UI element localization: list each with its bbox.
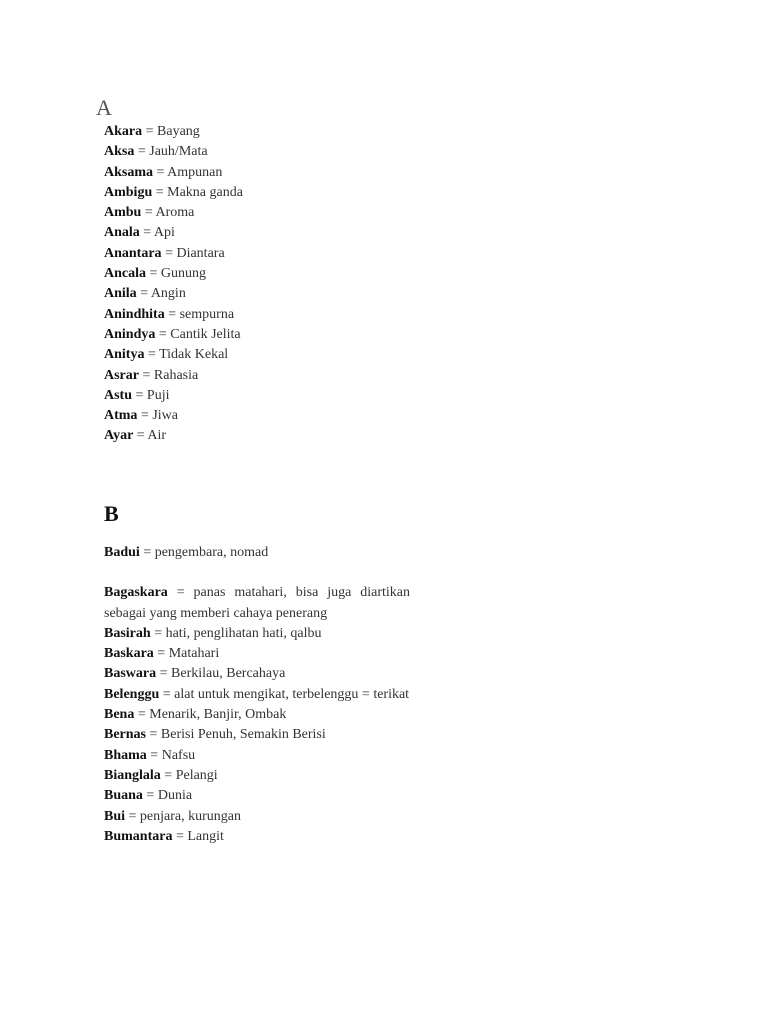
entry-term: Akara (104, 124, 143, 139)
entry-term: Anila (104, 286, 137, 302)
entry-separator: = (172, 828, 188, 844)
entry-separator: = (150, 625, 166, 641)
entry-anitya (104, 345, 410, 365)
entry-definition: Tidak Kekal (159, 347, 229, 363)
entry-definition: Menarik, Banjir, Ombak (149, 707, 287, 723)
entry-bernas (104, 725, 410, 745)
entry-badui (104, 543, 410, 563)
entry-definition: Cantik Jelita (170, 326, 241, 342)
entry-bhama (104, 746, 410, 766)
entry-term: Ancala (104, 266, 146, 282)
entry-definition: sempurna (179, 306, 235, 322)
entry-definition: Aroma (155, 205, 195, 221)
entry-term: Bianglala (104, 767, 161, 783)
entry-separator: = (137, 408, 153, 424)
entry-separator: = (146, 266, 161, 282)
entry-term: Anindya (104, 326, 156, 342)
entry-separator: = (142, 124, 158, 139)
entry-separator: = (132, 387, 147, 403)
entry-definition: Ampunan (167, 164, 223, 180)
entry-separator: = (146, 747, 162, 763)
entry-baswara (104, 664, 410, 684)
entry-aksa (104, 142, 410, 162)
entry-term: Basirah (104, 625, 151, 641)
entry-definition: Makna ganda (167, 184, 243, 200)
entry-definition: Puji (146, 387, 170, 403)
entry-bianglala (104, 766, 410, 786)
entry-term: Atma (104, 408, 138, 424)
entry-definition: Gunung (160, 266, 207, 282)
entry-separator: = (133, 428, 148, 444)
entry-bumantara (104, 827, 410, 847)
entry-aksama (104, 163, 410, 183)
entry-basirah (104, 624, 410, 644)
entry-definition: Api (153, 225, 175, 241)
entry-separator: = (125, 808, 140, 824)
entry-anindya (104, 325, 410, 345)
entry-astu (104, 386, 410, 406)
entry-definition: Jauh/Mata (149, 144, 208, 160)
entry-separator: = (139, 545, 155, 560)
entry-definition: panas matahari, bisa juga diartikan sebagai yang memberi cahaya penerang (104, 585, 410, 621)
entry-anantara (104, 244, 410, 264)
entry-term: Belenggu (104, 686, 160, 702)
entry-term: Asrar (104, 367, 139, 383)
entry-definition: Matahari (168, 646, 220, 662)
entry-separator: = (155, 326, 171, 342)
entry-separator: = (139, 367, 154, 383)
entry-separator: = (144, 347, 160, 363)
entry-separator: = (156, 666, 172, 682)
entry-term: Aksa (104, 144, 135, 160)
section-heading-a: A (96, 95, 112, 120)
entry-separator: = (139, 225, 154, 241)
entry-definition: penjara, kurungan (139, 808, 241, 824)
entry-separator: = (160, 767, 176, 783)
entry-list-b (104, 543, 410, 847)
entry-term: Baskara (104, 646, 154, 662)
entry-term: Bhama (104, 747, 147, 763)
entry-definition: Berkilau, Bercahaya (171, 666, 286, 682)
entry-separator: = (134, 144, 150, 160)
entry-term: Ambu (104, 205, 142, 221)
entry-anila (104, 284, 410, 304)
entry-definition: Langit (187, 828, 224, 844)
entry-definition: Dunia (157, 788, 193, 804)
entry-definition: Pelangi (175, 767, 218, 783)
entry-term: Bernas (104, 727, 146, 743)
entry-term: Baswara (104, 666, 157, 682)
entry-separator: = (159, 686, 175, 702)
entry-separator: = (164, 306, 180, 322)
entry-term: Anindhita (104, 306, 165, 322)
entry-bena (104, 705, 410, 725)
entry-term: Buana (104, 788, 143, 804)
entry-bagaskara (104, 583, 410, 624)
entry-definition: Air (147, 428, 167, 444)
entry-separator: = (152, 184, 168, 200)
entry-term: Anala (104, 225, 140, 241)
entry-definition: Rahasia (153, 367, 199, 383)
entry-definition: Nafsu (161, 747, 196, 763)
entry-separator: = (153, 164, 168, 180)
entry-definition: Diantara (176, 245, 225, 261)
entry-definition: Jiwa (152, 408, 179, 424)
entry-separator: = (134, 707, 150, 723)
entry-belenggu (104, 685, 410, 705)
entry-definition: Bayang (157, 124, 200, 139)
entry-term: Ambigu (104, 184, 153, 200)
entry-separator: = (142, 788, 158, 804)
entry-term: Bena (104, 707, 135, 723)
entry-atma (104, 406, 410, 426)
entry-akara (104, 122, 410, 142)
entry-term: Bagaskara (104, 585, 168, 601)
entry-definition: Angin (150, 286, 186, 302)
entry-definition: alat untuk mengikat, terbelenggu = terikat (174, 686, 410, 702)
entry-separator: = (153, 646, 169, 662)
entry-ayar (104, 426, 410, 446)
entry-term: Astu (104, 387, 133, 403)
entry-definition: pengembara, nomad (154, 545, 269, 560)
entry-term: Badui (104, 545, 140, 560)
entry-term: Anitya (104, 347, 145, 363)
entry-bui (104, 807, 410, 827)
entry-term: Bui (104, 808, 126, 824)
entry-separator: = (146, 727, 161, 743)
entry-ancala (104, 264, 410, 284)
entry-definition: hati, penglihatan hati, qalbu (165, 625, 322, 641)
entry-definition: Berisi Penuh, Semakin Berisi (160, 727, 326, 743)
entry-term: Anantara (104, 245, 162, 261)
entry-buana (104, 786, 410, 806)
entry-separator: = (161, 245, 177, 261)
entry-asrar (104, 366, 410, 386)
entry-ambu (104, 203, 410, 223)
entry-baskara (104, 644, 410, 664)
section-heading-b: B (104, 501, 119, 526)
entry-ambigu (104, 183, 410, 203)
entry-separator: = (136, 286, 151, 302)
entry-anala (104, 223, 410, 243)
entry-list-a (104, 122, 410, 447)
entry-term: Bumantara (104, 828, 173, 844)
entry-separator: = (141, 205, 156, 221)
entry-anindhita (104, 305, 410, 325)
entry-term: Aksama (104, 164, 154, 180)
entry-separator: = (167, 585, 194, 601)
entry-term: Ayar (104, 428, 134, 444)
